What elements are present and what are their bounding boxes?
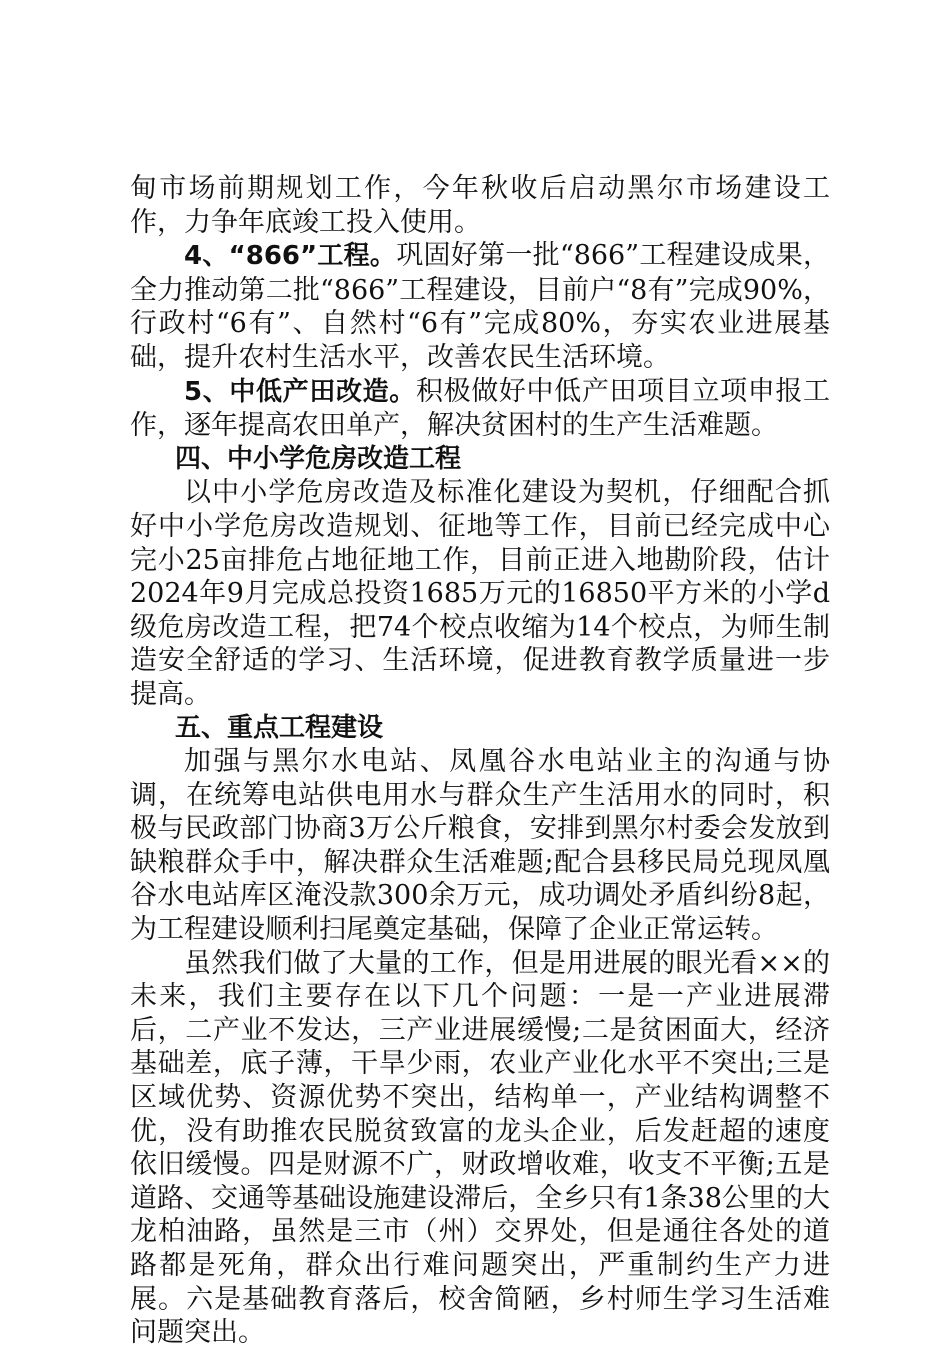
paragraph-item-farmland (130, 375, 830, 443)
document-body (130, 172, 830, 1350)
item-text-farmland: 积极做好中低产田项目立项申报工作，逐年提高农田单产，解决贫困村的生产生活难题。 (130, 375, 831, 442)
item-text-866: 巩固好第一批“866”工程建设成果，全力推动第二批“866”工程建设，目前户“8有”完成90%，行政村“6有”、自然村“6有”完成80%，夯实农业进展基础，提升农村生活水平，改善农民生活环境。 (130, 240, 830, 373)
paragraph-market-continuation: 甸市场前期规划工作，今年秋收后启动黑尔市场建设工作，力争年底竣工投入使用。 (130, 173, 830, 238)
section-heading-school: 四、中小学危房改造工程 (175, 443, 462, 474)
paragraph-item-866 (130, 239, 830, 374)
section-heading-key-projects: 五、重点工程建设 (175, 712, 384, 743)
paragraph-problems: 虽然我们做了大量的工作，但是用进展的眼光看××的未来，我们主要存在以下几个问题：一是一产业进展滞后，二产业不发达，三产业进展缓慢;二是贫困面大，经济基础差，底子薄，干旱少雨，农业产业化水平不突出;三是区域优势、资源优势不突出，结构单一，产业结构调整不优，没有助推农民脱贫致富的龙头企业，后发赶超的速度依旧缓慢。四是财源不广，财政增收难，收支不平衡;五是道路、交通等基础设施建设滞后，全乡只有1条38公里的大龙柏油路，虽然是三市（州）交界处，但是通往各处的道路都是死角，群众出行难问题突出，严重制约生产力进展。六是基础教育落后，校舍简陋，乡村师生学习生活难问题突出。 (130, 947, 830, 1349)
paragraph-school: 以中小学危房改造及标准化建设为契机，仔细配合抓好中小学危房改造规划、征地等工作，目前已经完成中心完小25亩排危占地征地工作，目前正进入地勘阶段，估计2024年9月完成总投资1685万元的16850平方米的小学d级危房改造工程，把74个校点收缩为14个校点，为师生制造安全舒适的学习、生活环境，促进教育教学质量进一步提高。 (130, 477, 830, 710)
item-lead-farmland: 5、中低产田改造。 (184, 376, 416, 407)
paragraph-key-projects: 加强与黑尔水电站、凤凰谷水电站业主的沟通与协调，在统筹电站供电用水与群众生产生活用水的同时，积极与民政部门协商3万公斤粮食，安排到黑尔村委会发放到缺粮群众手中，解决群众生活难题;配合县移民局兑现凤凰谷水电站库区淹没款300余万元，成功调处矛盾纠纷8起，为工程建设顺利扫尾奠定基础，保障了企业正常运转。 (130, 746, 830, 946)
item-lead-866: 4、“866”工程。 (184, 241, 397, 272)
